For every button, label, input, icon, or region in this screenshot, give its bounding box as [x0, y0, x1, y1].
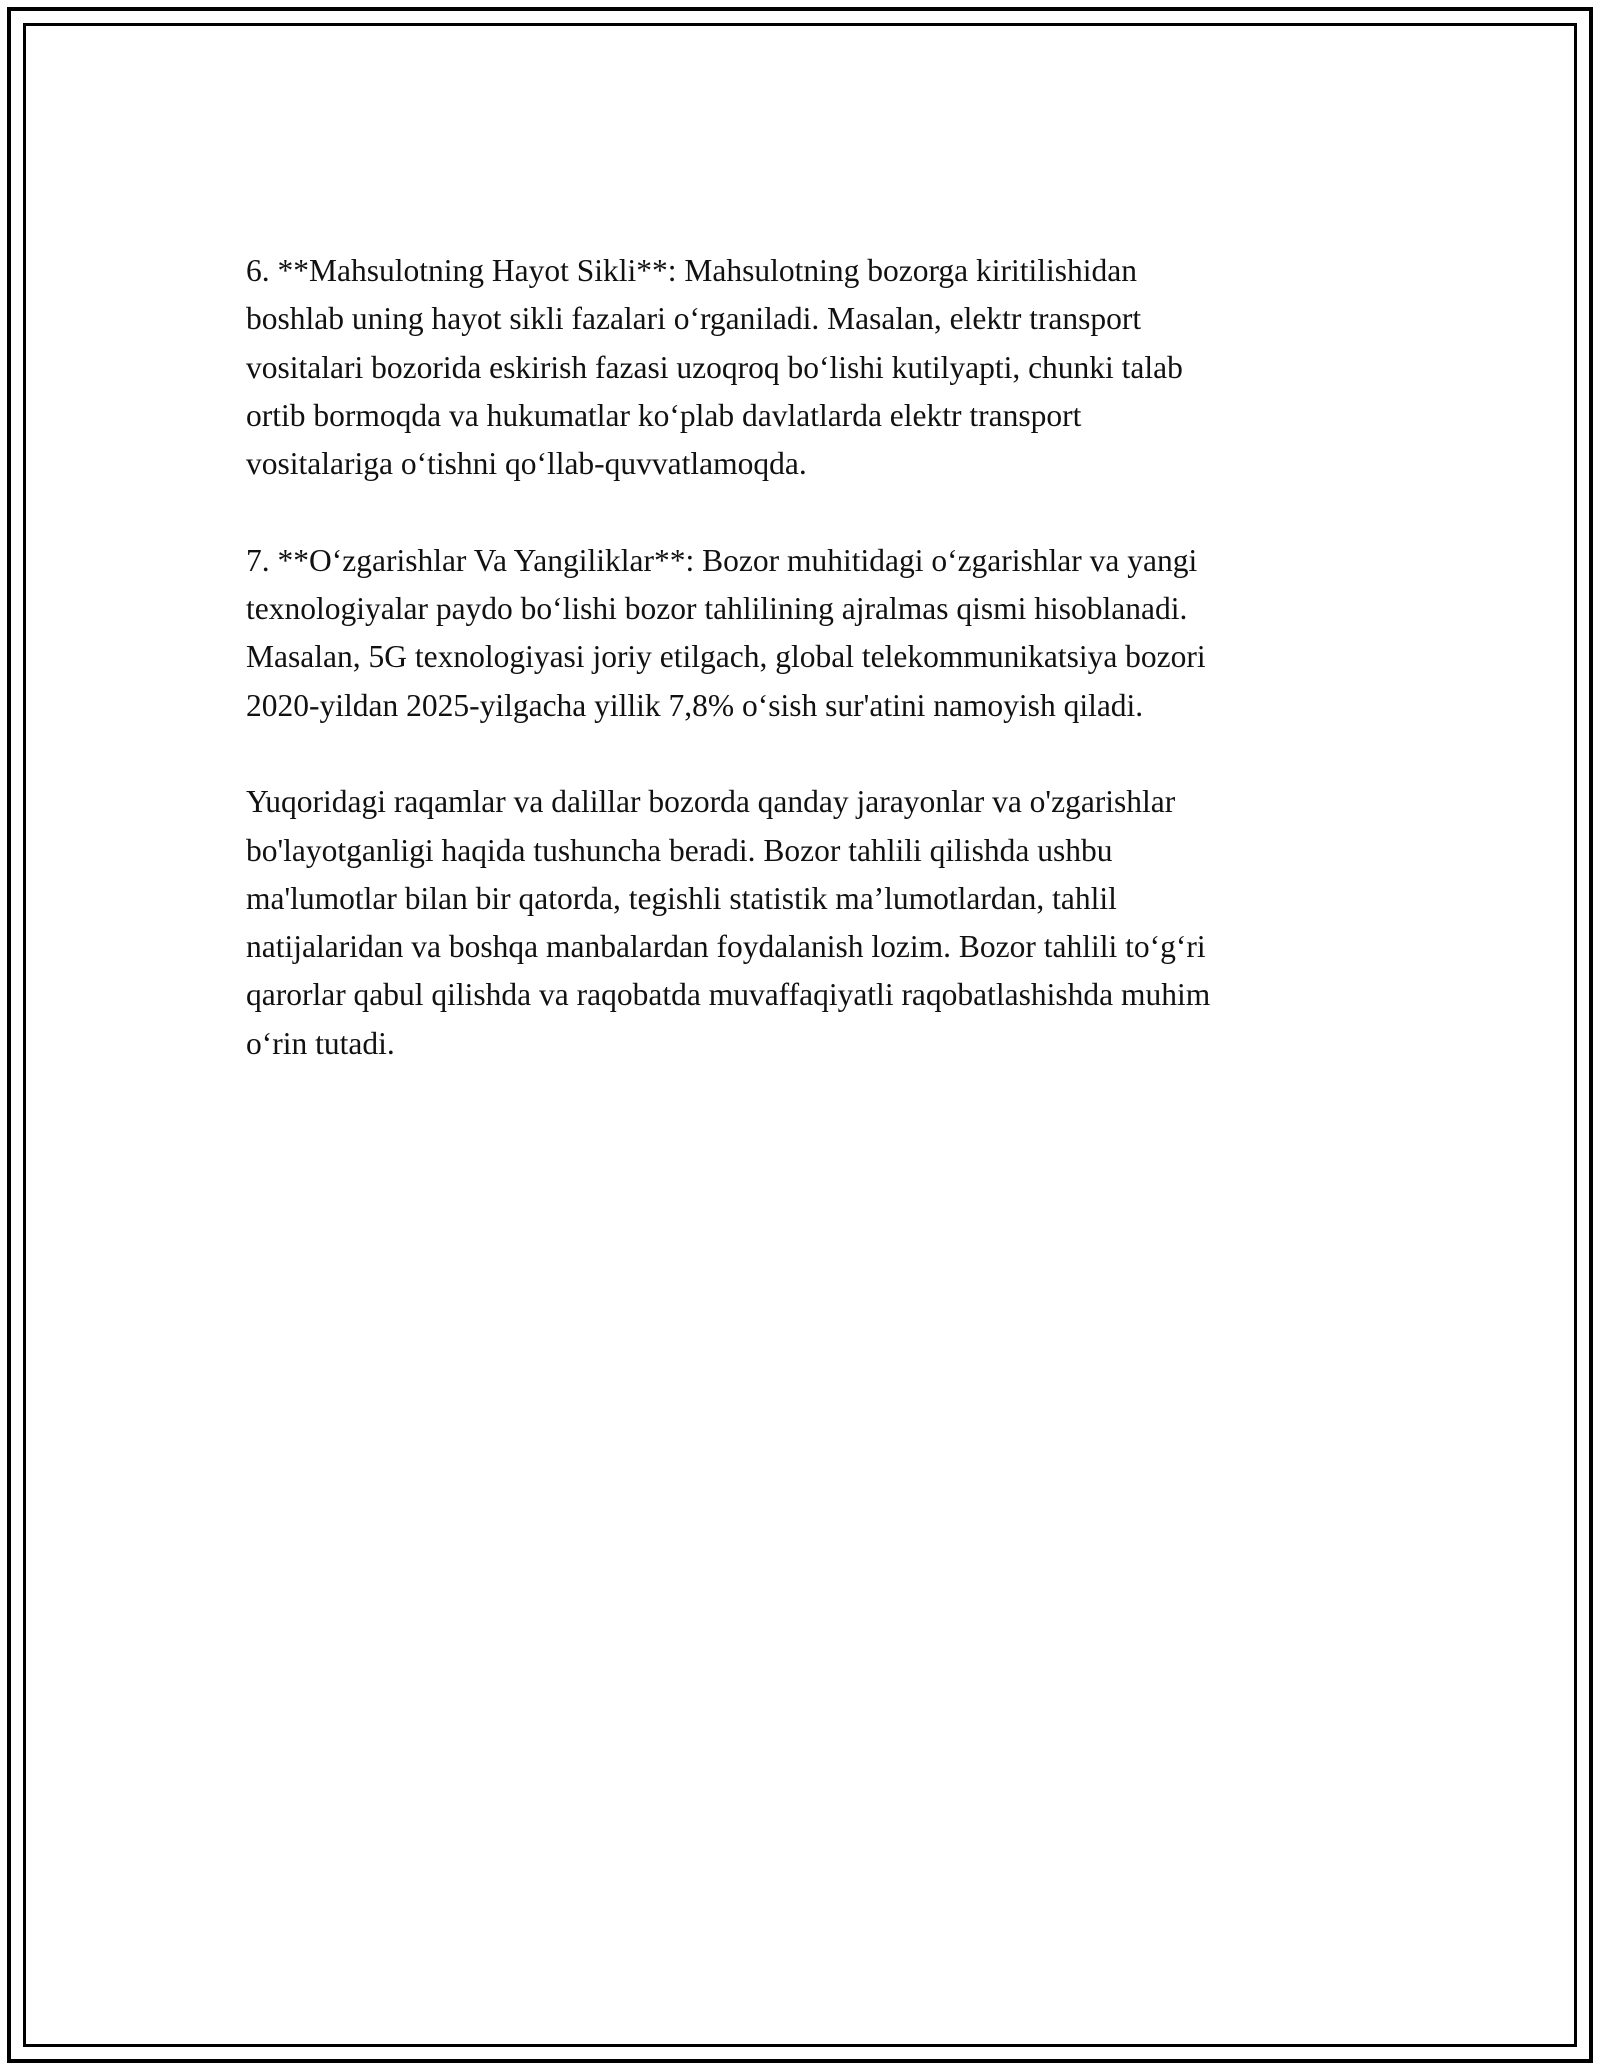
text-line: boshlab uning hayot sikli fazalari o‘rganiladi. Masalan, elektr transport	[246, 301, 1142, 337]
text-line: o‘rin tutadi.	[246, 1025, 395, 1061]
paragraph-changes-and-innovations	[246, 537, 1396, 730]
text-line: ortib bormoqda va hukumatlar ko‘plab davlatlarda elektr transport	[246, 397, 1082, 433]
text-line: 2020-yildan 2025-yilgacha yillik 7,8% o‘sish sur'atini namoyish qiladi.	[246, 687, 1144, 723]
text-line: texnologiyalar paydo bo‘lishi bozor tahlilining ajralmas qismi hisoblanadi.	[246, 591, 1188, 627]
text-line: Yuqoridagi raqamlar va dalillar bozorda qanday jarayonlar va o'zgarishlar	[246, 784, 1176, 820]
text-line: 7. **O‘zgarishlar Va Yangiliklar**: Bozor muhitidagi o‘zgarishlar va yangi	[246, 542, 1198, 578]
text-line: 6. **Mahsulotning Hayot Sikli**: Mahsulotning bozorga kiritilishidan	[246, 253, 1138, 288]
paragraph-conclusion	[246, 778, 1396, 1068]
text-line: vositalari bozorida eskirish fazasi uzoqroq bo‘lishi kutilyapti, chunki talab	[246, 349, 1183, 385]
paragraph-product-life-cycle	[246, 247, 1396, 488]
text-line: vositalariga o‘tishni qo‘llab-quvvatlamoqda.	[246, 446, 807, 482]
text-line: natijalaridan va boshqa manbalardan foydalanish lozim. Bozor tahlili to‘g‘ri	[246, 929, 1206, 965]
page-frame	[7, 7, 1593, 2063]
document-body	[246, 247, 1396, 1116]
text-line: Masalan, 5G texnologiyasi joriy etilgach, global telekommunikatsiya bozori	[246, 639, 1206, 675]
text-line: bo'layotganligi haqida tushuncha beradi. Bozor tahlili qilishda ushbu	[246, 832, 1113, 868]
text-line: ma'lumotlar bilan bir qatorda, tegishli statistik ma’lumotlardan, tahlil	[246, 880, 1117, 916]
text-line: qarorlar qabul qilishda va raqobatda muvaffaqiyatli raqobatlashishda muhim	[246, 977, 1211, 1013]
